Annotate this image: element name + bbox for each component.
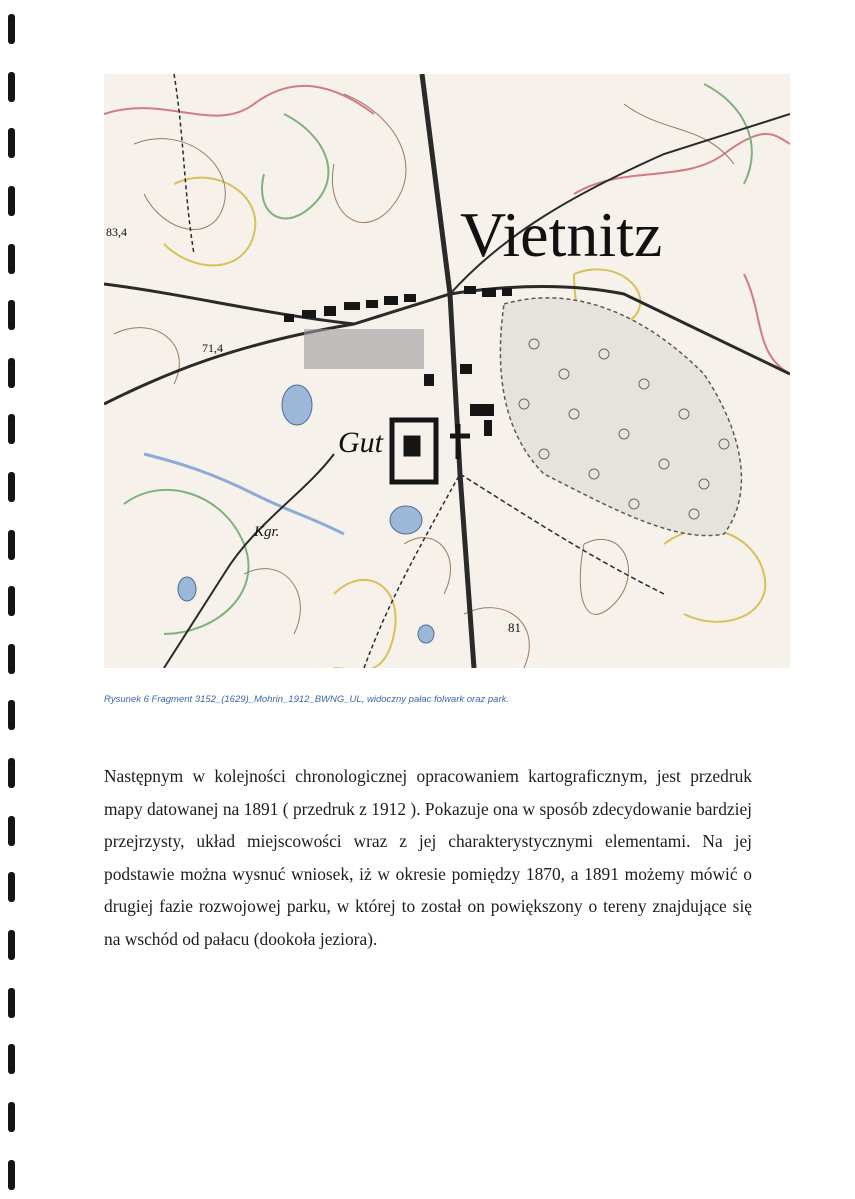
binding-ring — [8, 872, 15, 902]
binding-ring — [8, 930, 15, 960]
historical-map — [104, 74, 790, 668]
binding-ring — [8, 472, 15, 502]
elevation-label: 83,4 — [106, 225, 127, 239]
binding-ring — [8, 128, 15, 158]
binding-ring — [8, 300, 15, 330]
binding-ring — [8, 244, 15, 274]
binding-ring — [8, 186, 15, 216]
binding-ring — [8, 530, 15, 560]
binding-ring — [8, 816, 15, 846]
binding-ring — [8, 586, 15, 616]
binding-ring — [8, 700, 15, 730]
spiral-binding — [0, 0, 24, 1199]
town-name-label: Vietnitz — [460, 199, 663, 270]
elevation-label: 71,4 — [202, 341, 223, 355]
binding-ring — [8, 644, 15, 674]
binding-ring — [8, 14, 15, 44]
village-hatching — [304, 329, 424, 369]
binding-ring — [8, 758, 15, 788]
figure-caption: Rysunek 6 Fragment 3152_(1629)_Mohrin_1912_BWNG_UL, widoczny pałac folwark oraz park. — [104, 694, 510, 705]
binding-ring — [8, 1102, 15, 1132]
body-paragraph: Następnym w kolejności chronologicznej opracowaniem kartograficznym, jest przedruk mapy datowanej na 1891 ( przedruk z 1912 ). Pokazuje ona w sposób zdecydowanie bardziej przejrzysty, układ miejscowości wraz z jej charakterystycznymi elementami. Na jej podstawie można wysnuć wniosek, iż w okresie pomiędzy 1870, a 1891 możemy mówić o drugiej fazie rozwojowej parku, w której to został on powiększony o tereny znajdujące się na wschód od pałacu (dookoła jeziora). — [104, 766, 752, 949]
binding-ring — [8, 72, 15, 102]
elevation-label: 81 — [508, 620, 521, 635]
binding-ring — [8, 358, 15, 388]
binding-ring — [8, 988, 15, 1018]
binding-ring — [8, 414, 15, 444]
manor-label: Gut — [338, 426, 383, 459]
cemetery-label: Kgr. — [254, 524, 280, 540]
binding-ring — [8, 1044, 15, 1074]
binding-ring — [8, 1160, 15, 1190]
